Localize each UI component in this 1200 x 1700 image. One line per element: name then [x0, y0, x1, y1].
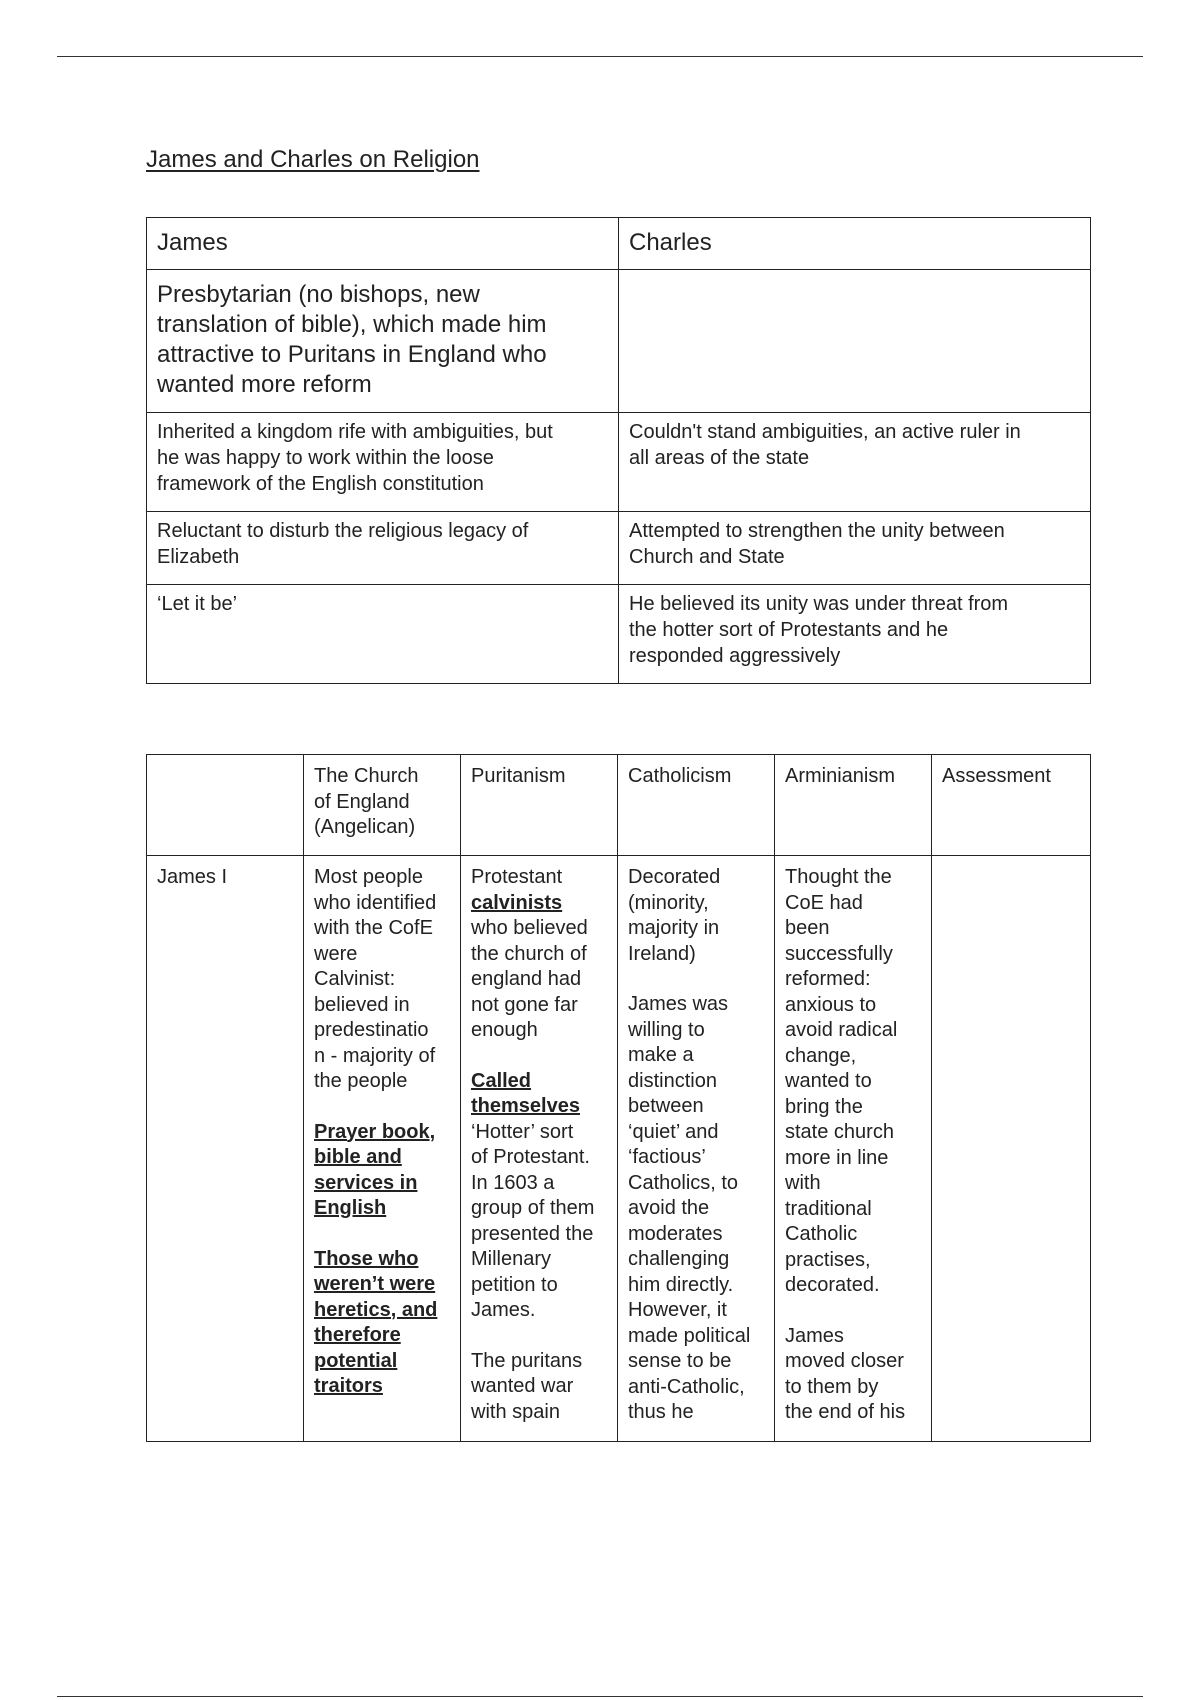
james-cell: ‘Let it be’	[147, 585, 619, 684]
cell-emphasis: Called themselves	[471, 1069, 580, 1117]
cell-emphasis: calvinists	[471, 891, 563, 914]
charles-cell: Attempted to strengthen the unity between Church and State	[619, 512, 1091, 585]
page-title: James and Charles on Religion	[146, 146, 480, 173]
table-row	[147, 270, 1091, 413]
row-label-james-i: James I	[147, 856, 304, 1442]
table-row	[147, 413, 1091, 512]
cell-text: James moved closer to them by the end of his	[785, 1324, 906, 1423]
cell-emphasis: Those who weren’t were heretics, and therefore potential traitors	[314, 1247, 438, 1397]
church-of-england-cell	[304, 856, 461, 1442]
cell-text: James was willing to make a distinction between ‘quiet’ and ‘factious’ Catholics, to avoid the moderates challenging him directly. However, it made political sense to be anti-Catholic, thus he	[628, 993, 751, 1423]
puritanism-cell	[461, 856, 618, 1442]
cell-text: Most people who identified with the CofE were Calvinist: believed in predestinatio n - majority of the people	[314, 866, 437, 1092]
charles-cell: He believed its unity was under threat from the hotter sort of Protestants and he responded aggressively	[619, 585, 1091, 684]
james-cell: Reluctant to disturb the religious legacy of Elizabeth	[147, 512, 619, 585]
religion-table	[146, 754, 1091, 1442]
header-puritanism: Puritanism	[461, 755, 618, 856]
header-catholicism: Catholicism	[618, 755, 775, 856]
header-blank	[147, 755, 304, 856]
header-charles: Charles	[619, 218, 1091, 270]
cell-text: The puritans wanted war with spain	[471, 1349, 583, 1423]
header-assessment: Assessment	[932, 755, 1091, 856]
table-header-row	[147, 218, 1091, 270]
top-rule	[57, 56, 1143, 57]
arminianism-cell	[775, 856, 932, 1442]
cell-emphasis: Prayer book, bible and services in English	[314, 1120, 436, 1219]
cell-text: Protestant	[471, 866, 563, 888]
header-church-of-england: The Church of England (Angelican)	[304, 755, 461, 856]
charles-cell	[619, 270, 1091, 413]
cell-text: Thought the CoE had been successfully reformed: anxious to avoid radical change, wanted to bring the state church more in line with traditional Catholic practises, decorated.	[785, 866, 898, 1296]
comparison-table	[146, 217, 1091, 684]
james-cell: Presbytarian (no bishops, new translation of bible), which made him attractive to Puritans in England who wanted more reform	[147, 270, 619, 413]
cell-text: ‘Hotter’ sort of Protestant. In 1603 a group of them presented the Millenary petition to James.	[471, 1120, 595, 1321]
table-row	[147, 856, 1091, 1442]
catholicism-cell	[618, 856, 775, 1442]
table-row	[147, 512, 1091, 585]
table-row	[147, 585, 1091, 684]
bottom-rule	[57, 1696, 1143, 1697]
header-arminianism: Arminianism	[775, 755, 932, 856]
table-header-row	[147, 755, 1091, 856]
assessment-cell	[932, 856, 1091, 1442]
james-cell: Inherited a kingdom rife with ambiguities, but he was happy to work within the loose framework of the English constitution	[147, 413, 619, 512]
header-james: James	[147, 218, 619, 270]
charles-cell: Couldn't stand ambiguities, an active ruler in all areas of the state	[619, 413, 1091, 512]
cell-text: who believed the church of england had not gone far enough	[471, 917, 588, 1041]
cell-text: Decorated (minority, majority in Ireland)	[628, 866, 721, 965]
